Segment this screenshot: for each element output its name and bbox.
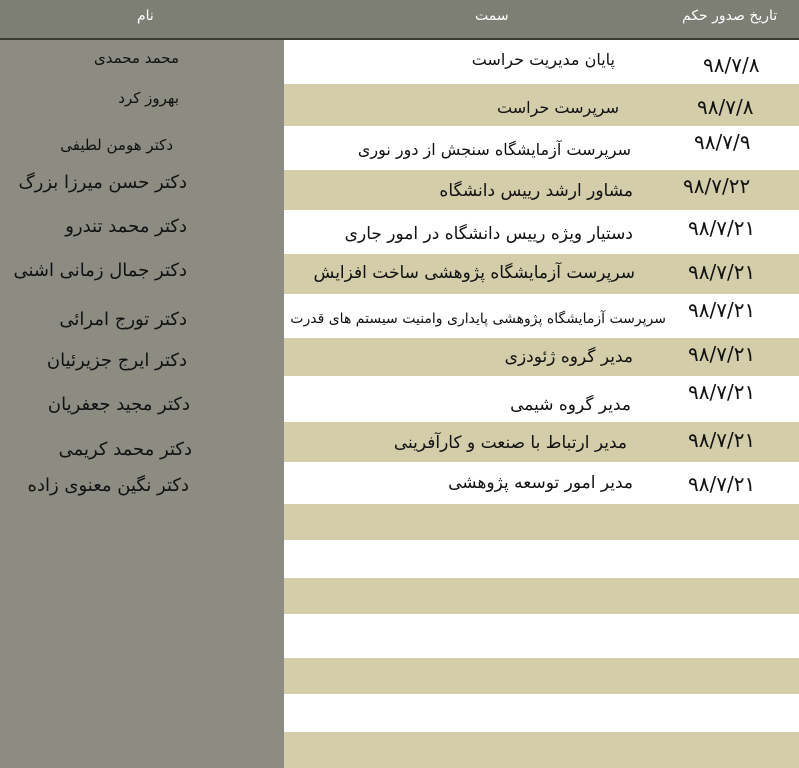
issue-date: ۹۸/۷/۲۱ [688, 380, 756, 404]
issue-date: ۹۸/۷/۲۱ [688, 260, 756, 284]
position-title: مدیر ارتباط با صنعت و کارآفرینی [393, 433, 627, 453]
position-title: سرپرست آزمایشگاه پژوهشی پایداری وامنیت سیستم های قدرت [290, 311, 666, 327]
table-row [284, 732, 799, 768]
table-row [284, 578, 799, 614]
table-header [0, 0, 799, 40]
column-header-position: سمت [475, 8, 509, 24]
position-title: سرپرست آزمایشگاه سنجش از دور نوری [357, 140, 631, 159]
issue-date: ۹۸/۷/۲۱ [688, 342, 756, 366]
issue-date: ۹۸/۷/۹ [694, 130, 751, 154]
person-name: دکتر مجید جعفریان [47, 394, 190, 415]
position-title: مدیر گروه شیمی [510, 395, 631, 415]
person-name: دکتر محمد تندرو [65, 216, 187, 237]
position-title: مدیر گروه ژئودزی [504, 347, 633, 367]
issue-date: ۹۸/۷/۸ [697, 95, 754, 119]
person-name: دکتر ایرج جزیرئیان [46, 350, 187, 371]
person-name: محمد محمدی [93, 49, 179, 67]
person-name: دکتر جمال زمانی اشنی [13, 260, 187, 281]
column-header-name: نام [137, 8, 154, 24]
column-header-date: تاریخ صدور حکم [682, 8, 778, 24]
issue-date: ۹۸/۷/۲۱ [688, 216, 756, 240]
table-row [284, 614, 799, 658]
table-row [284, 504, 799, 540]
position-title: سرپرست حراست [497, 98, 619, 117]
issue-date: ۹۸/۷/۲۲ [683, 174, 751, 198]
person-name: دکتر نگین معنوی زاده [27, 475, 189, 496]
position-title: سرپرست آزمایشگاه پژوهشی ساخت افزایش [313, 263, 635, 283]
issue-date: ۹۸/۷/۲۱ [688, 472, 756, 496]
person-name: دکتر هومن لطیفی [60, 136, 173, 154]
position-title: پایان مدیریت حراست [471, 50, 615, 69]
table-row [284, 694, 799, 732]
person-name: دکتر تورج امرائی [59, 309, 187, 330]
person-name: دکتر محمد کریمی [58, 439, 192, 460]
person-name: بهروز کرد [118, 89, 179, 107]
table-row [284, 540, 799, 578]
issue-date: ۹۸/۷/۲۱ [688, 298, 756, 322]
person-name: دکتر حسن میرزا بزرگ [18, 172, 187, 193]
issue-date: ۹۸/۷/۲۱ [688, 428, 756, 452]
position-title: دستیار ویژه رییس دانشگاه در امور جاری [344, 224, 633, 244]
issue-date: ۹۸/۷/۸ [703, 53, 760, 77]
table-row [284, 658, 799, 694]
position-title: مشاور ارشد رییس دانشگاه [439, 181, 633, 201]
position-title: مدیر امور توسعه پژوهشی [448, 473, 633, 493]
